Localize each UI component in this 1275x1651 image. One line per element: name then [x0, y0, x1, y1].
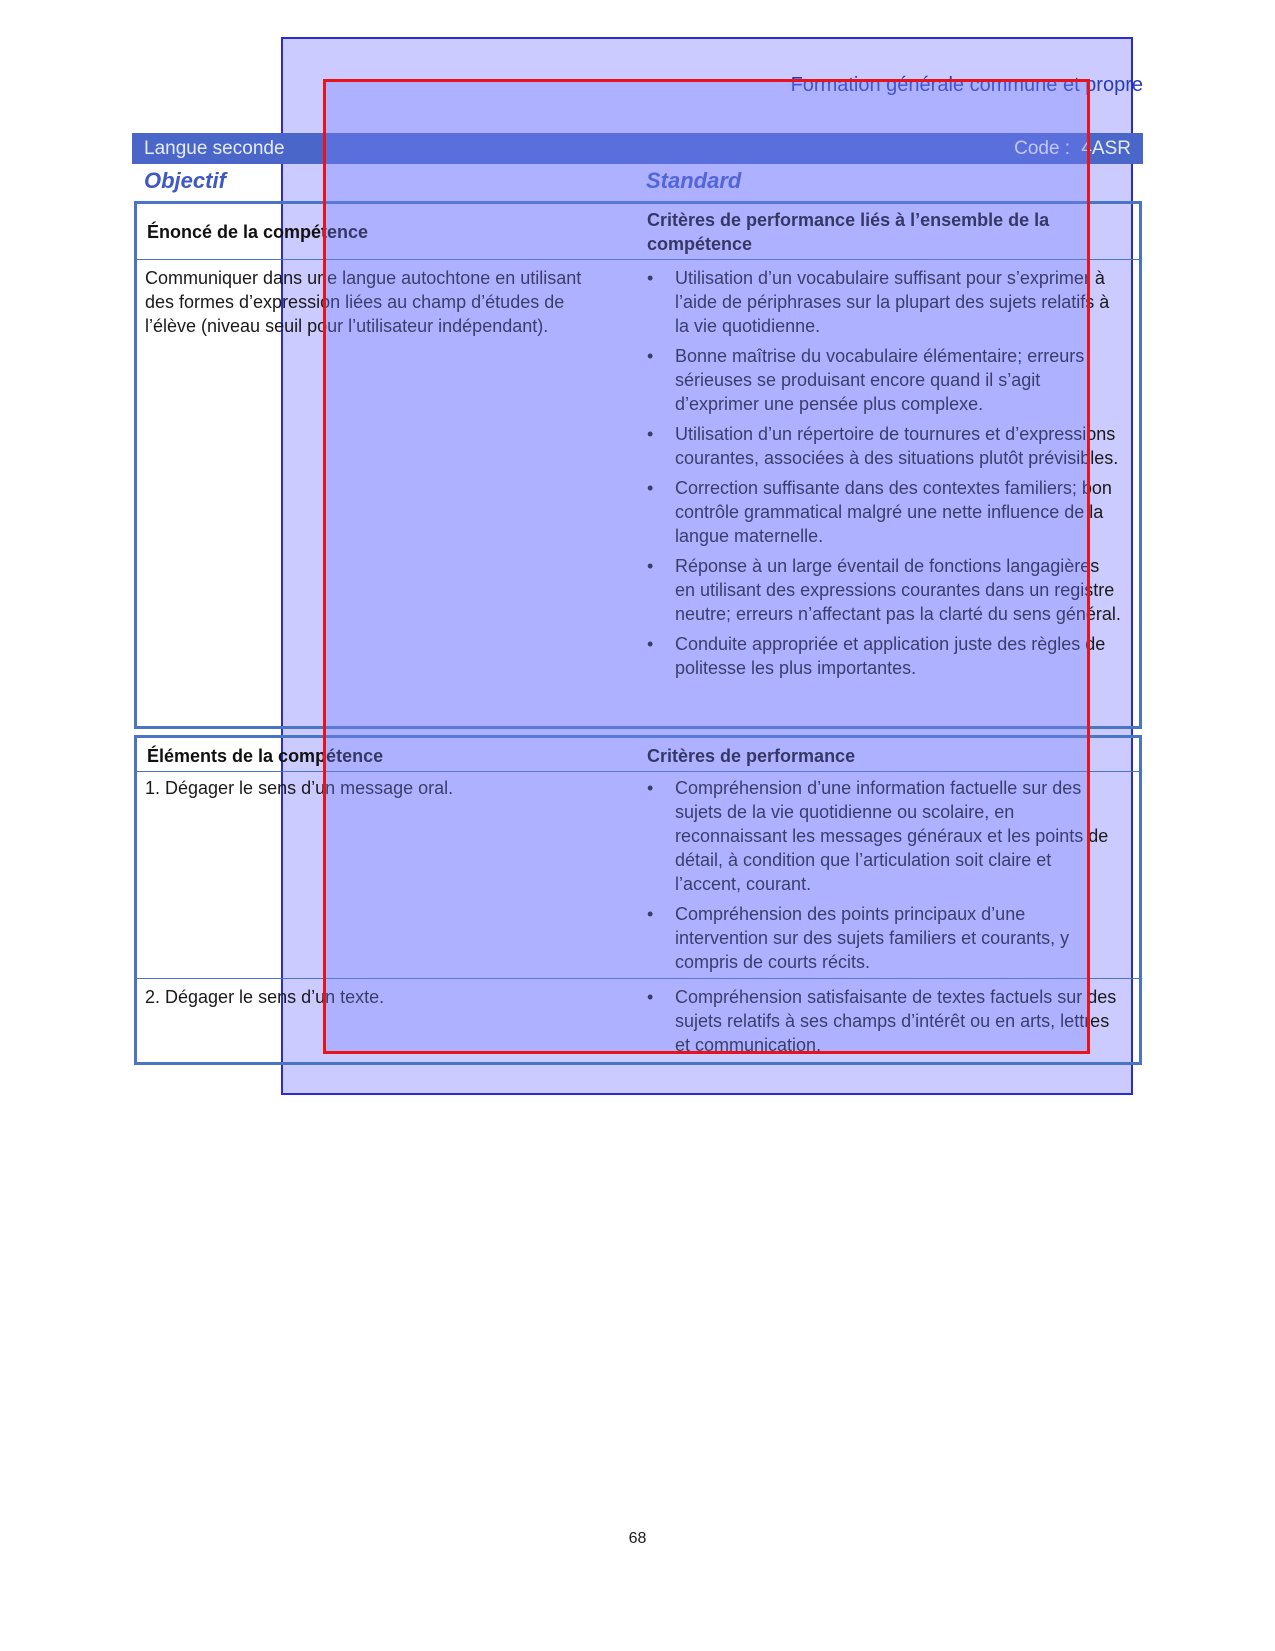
running-header: Formation générale commune et propre [790, 74, 1143, 96]
objective-label: Objectif [144, 168, 226, 193]
criterion-item: • Réponse à un large éventail de fonctions langagières en utilisant des expressions courantes dans un registre neutre; erreurs n’affectant pas la clarté du sens général. [647, 554, 1122, 626]
competence-statement: Communiquer dans une langue autochtone en utilisant des formes d’expression liées au champ d’études de l’élève (niveau seuil pour l’utilisateur indépendant). [145, 268, 582, 336]
criterion-item: • Utilisation d’un répertoire de tournures et d’expressions courantes, associées à des situations plutôt prévisibles. [647, 422, 1122, 470]
elements-left-header: Éléments de la compétence [147, 746, 384, 766]
criterion-item: • Correction suffisante dans des contextes familiers; bon contrôle grammatical malgré une nette influence de la langue maternelle. [647, 476, 1122, 548]
element-label: 2. Dégager le sens d’un texte. [145, 987, 385, 1007]
elements-right-header: Critères de performance [647, 746, 856, 766]
code-label: Code : [1014, 138, 1071, 159]
statement-left-header: Énoncé de la compétence [147, 222, 369, 242]
page-number: 68 [628, 1530, 647, 1547]
element-label: 1. Dégager le sens d’un message oral. [145, 778, 454, 798]
annotation-overlay-inner [323, 79, 1090, 1054]
criterion-item: • Conduite appropriée et application juste des règles de politesse les plus importantes. [647, 632, 1122, 680]
standard-label: Standard [646, 168, 742, 193]
criterion-item: • Compréhension d’une information factuelle sur des sujets de la vie quotidienne ou scolaire, en reconnaissant les messages généraux et les points de détail, à condition que l’articulation soit claire et l’accent, courant. [647, 776, 1122, 896]
criterion-item: • Utilisation d’un vocabulaire suffisant pour s’exprimer à l’aide de périphrases sur la plupart des sujets relatifs à la vie quotidienne. [647, 266, 1122, 338]
statement-right-header: Critères de performance liés à l’ensemble de la compétence [647, 210, 1050, 254]
subject-name: Langue seconde [144, 138, 285, 159]
criterion-item: • Compréhension satisfaisante de textes factuels sur des sujets relatifs à ses champs d’intérêt ou en arts, lettres et communication. [647, 985, 1122, 1057]
criterion-item: • Bonne maîtrise du vocabulaire élémentaire; erreurs sérieuses se produisant encore quand il s’agit d’exprimer une pensée plus complexe. [647, 344, 1122, 416]
code-value: 4ASR [1081, 138, 1131, 159]
criterion-item: • Compréhension des points principaux d’une intervention sur des sujets familiers et courants, y compris de courts récits. [647, 902, 1122, 974]
